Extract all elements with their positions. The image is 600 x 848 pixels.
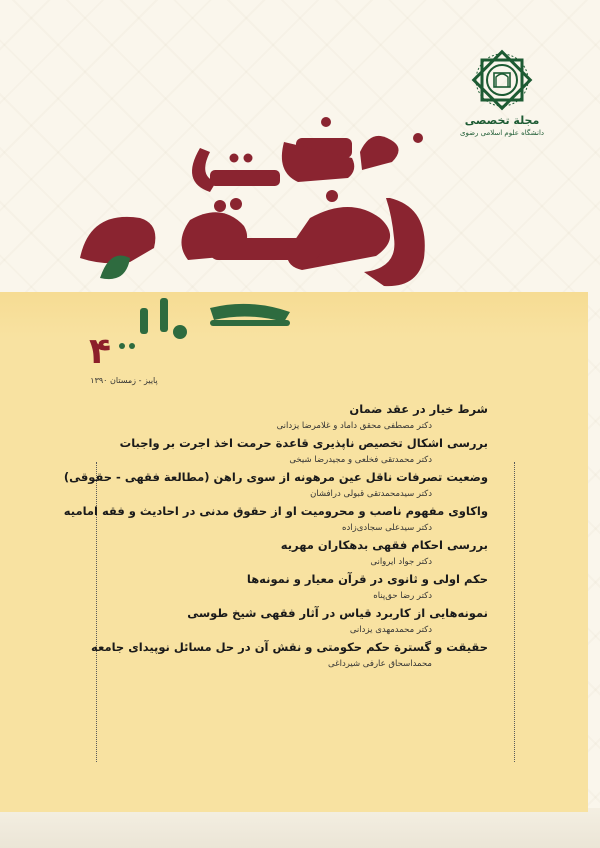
university-logo-icon bbox=[468, 46, 536, 114]
publisher-label: مجلة تخصصی bbox=[464, 114, 540, 127]
toc-entry bbox=[63, 502, 488, 536]
toc-title: نمونه‌هایی از کاربرد قیاس در آثار فقهی شیخ طوسی bbox=[187, 606, 488, 620]
toc-entry bbox=[100, 570, 488, 604]
dotted-rule-right bbox=[514, 462, 515, 762]
journal-title-calligraphy bbox=[60, 108, 480, 358]
toc-title: حقیقت و گسترة حکم حکومتی و نقش آن در حل مسائل نوپیدای جامعه bbox=[91, 640, 488, 654]
toc-author: دکتر سیدمحمدتقی قبولی درافشان bbox=[310, 489, 432, 499]
toc-entry bbox=[100, 536, 488, 570]
toc-author: دکتر محمدمهدی یزدانی bbox=[349, 625, 432, 635]
toc-title: وضعیت تصرفات ناقل عین مرهونه از سوی راهن (مطالعة فقهی - حقوقی) bbox=[63, 470, 488, 484]
toc-entry bbox=[100, 400, 488, 434]
toc-author: محمداسحاق عارفی شیرداغی bbox=[328, 659, 432, 669]
toc-entry bbox=[100, 434, 488, 468]
toc-entry bbox=[91, 638, 488, 672]
issue-number: ۴ bbox=[89, 331, 111, 372]
toc-title: بررسی احکام فقهی بدهکاران مهریه bbox=[280, 538, 488, 552]
toc-entry bbox=[100, 604, 488, 638]
toc-title: واکاوی مفهوم ناصب و محرومیت او از حقوق مدنی در احادیث و فقه امامیه bbox=[63, 504, 488, 518]
journal-title-prefix bbox=[0, 0, 1, 1]
table-of-contents bbox=[63, 400, 488, 672]
publisher-university: دانشگاه علوم اسلامی رضوی bbox=[459, 129, 545, 137]
toc-author: دکتر سیدعلی سجادی‌زاده bbox=[342, 523, 432, 533]
toc-author: دکتر جواد ایروانی bbox=[370, 557, 432, 567]
issue-season: پاییز - زمستان ۱۳۹۰ bbox=[90, 376, 158, 385]
toc-author: دکتر محمدتقی فخلعی و مجیدرضا شیخی bbox=[289, 455, 432, 465]
toc-entry bbox=[63, 468, 488, 502]
toc-title: شرط خیار در عقد ضمان bbox=[349, 402, 488, 416]
toc-author: دکتر مصطفی محقق داماد و غلامرضا یزدانی bbox=[276, 421, 432, 431]
toc-title: بررسی اشکال تخصیص ناپذیری قاعدة حرمت اخذ اجرت بر واجبات bbox=[119, 436, 488, 450]
toc-author: دکتر رضا حق‌پناه bbox=[373, 591, 432, 601]
bottom-strip bbox=[0, 808, 600, 848]
toc-title: حکم اولی و ثانوی در قرآن معیار و نمونه‌ها bbox=[246, 572, 488, 586]
